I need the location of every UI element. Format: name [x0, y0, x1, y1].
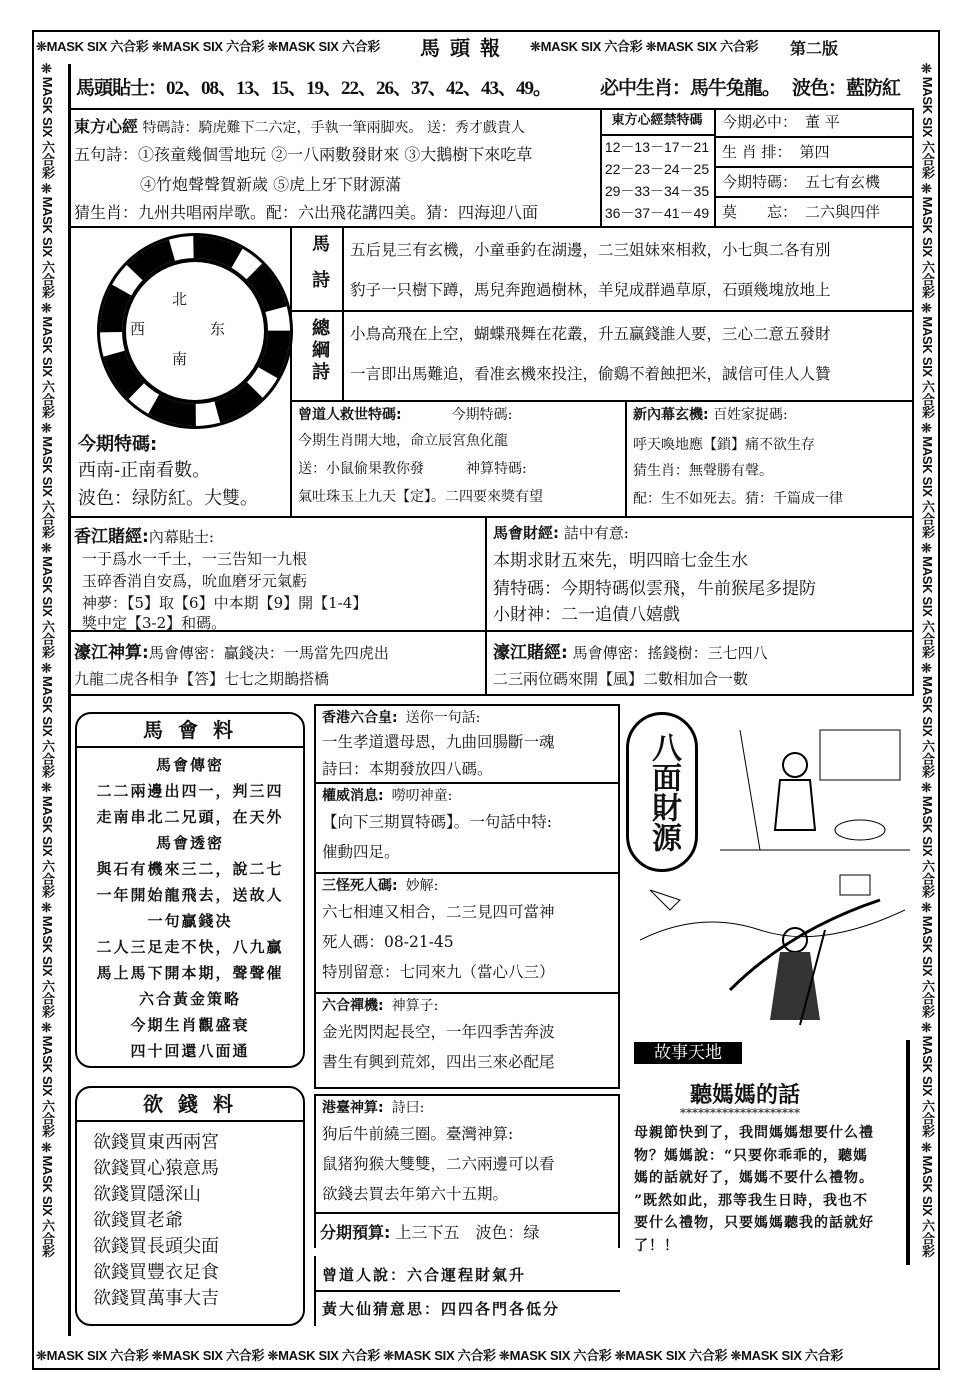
info-value: 五七有玄機 — [805, 173, 881, 191]
traveler-illustration — [640, 870, 905, 1030]
mahui-box — [75, 712, 305, 1068]
zeng-line-1: 今期生肖開大地，命立辰宮魚化龍 — [298, 433, 508, 449]
story-tag: 故事天地 — [634, 1042, 742, 1064]
mahui-line: 一年開始龍飛去，送故人 — [96, 886, 284, 904]
mid-section-line: 【向下三期買特碼】。一句話中特: — [322, 813, 552, 831]
main-poem-label: 總綱詩 — [309, 318, 330, 384]
xiangjiang-line-3: 神夢：【5】取【6】中本期【9】開【1-4】 — [82, 594, 368, 612]
five-line-2: ④竹炮聲聲賀新歲 ⑤虎上牙下財源滿 — [140, 175, 402, 194]
mahui-line: 與石有機來三二，說二七 — [96, 860, 284, 878]
east-poem: 特碼詩：騎虎難下二六定，手執一筆兩脚夾。 送：秀才戲貴人 — [142, 120, 525, 136]
mid-section-line: 催動四足。 — [322, 843, 400, 861]
tips-numbers-row — [76, 73, 551, 100]
special-line-1: 西南-正南看數。 — [78, 460, 211, 481]
zodiac-label: 必中生肖： — [600, 77, 691, 99]
mid-section-title: 權威消息: — [322, 788, 384, 804]
five-poem-row — [74, 142, 532, 165]
caijing-line-3: 小財神：二一追債八嬉戲 — [493, 605, 680, 625]
mahui-lines — [77, 748, 303, 1064]
story-line: 了！！ — [634, 1237, 679, 1254]
haojiang2-sub: 馬會傳密：搖錢樹：三七四八 — [572, 644, 768, 662]
mid-section-title: 港臺神算: — [322, 1100, 384, 1116]
zeng-title: 曾道人救世特碼: — [298, 407, 402, 423]
zodiac-value: 馬牛兔龍。 — [690, 77, 781, 99]
info-row — [716, 198, 914, 228]
mahui-line: 二人三足走不快，八九贏 — [96, 938, 284, 956]
mid-section-sub: 妙解: — [405, 878, 439, 894]
mid-section-line: 金光閃閃起長空，一年四季苦奔波 — [322, 1023, 555, 1041]
yuqian-box — [75, 1086, 305, 1326]
east-poem-row — [74, 114, 525, 137]
mid-section-line: 特別留意：七同來九（當心八三） — [322, 963, 555, 981]
compass-north: 北 — [172, 290, 188, 308]
mahui-line: 六合黃金策略 — [138, 990, 241, 1008]
yuqian-line: 欲錢買豐衣足食 — [93, 1262, 219, 1283]
guess-zodiac: 猜生肖：九州共唱兩岸歌。配：六出飛花講四美。猜：四海迎八面 — [74, 203, 539, 222]
story-line: 媽的話就好了，媽媽不要什么禮物。 — [634, 1170, 874, 1186]
bottom-banner-strip — [36, 1345, 843, 1364]
mid-section-line: 詩曰：本期發放四八碼。 — [322, 760, 493, 778]
strip-text: ❊MASK SIX 六合彩 ❊MASK SIX 六合彩 — [530, 39, 759, 54]
mahui-line: 一句贏錢决 — [147, 912, 233, 930]
forbid-row: 29－33－34－35 — [604, 183, 710, 199]
zeng-section — [298, 404, 512, 424]
info-value: 二六與四伴 — [805, 203, 881, 221]
story-line: ”既然如此，那等我生日時，我也不 — [634, 1192, 869, 1209]
horse-poem-label: 馬詩 — [309, 234, 330, 306]
xiangjiang-line-1: 一于爲水一千土，一三告知一九根 — [82, 550, 308, 568]
xiangjiang-line-4: 獎中定【3-2】和碼。 — [82, 614, 227, 632]
mid-section — [314, 994, 620, 1089]
info-label: 今期特碼： — [722, 173, 798, 191]
mid-section-title: 三怪死人碼: — [322, 878, 398, 894]
haojiang2-line-1: 二三兩位碼來開【風】二數相加合一數 — [493, 670, 749, 688]
story-text — [634, 1122, 874, 1257]
haojiang-sub: 馬會傳密：贏錢决：一馬當先四虎出 — [148, 644, 389, 662]
mid-section — [314, 784, 620, 874]
newspaper-title: 馬頭報 — [420, 36, 510, 60]
mid-section-line: 六七相連又相合，二三見四可當神 — [322, 903, 555, 921]
story-line: 要什么禮物，只要媽媽聽我的話就好 — [634, 1215, 874, 1231]
yuqian-line: 欲錢買萬事大吉 — [93, 1288, 219, 1309]
yuqian-title: 欲 錢 料 — [77, 1088, 303, 1122]
zeng-line-2: 送：小鼠偷果教你發 — [298, 461, 424, 477]
scholar-illustration — [720, 710, 910, 860]
top-banner-strip-middle — [530, 36, 758, 55]
mahui-line: 四十回還八面通 — [130, 1042, 250, 1060]
info-value: 董 平 — [805, 113, 840, 131]
horse-poem-line-1: 五后見三有玄機，小童垂釣在湖邊，二三姐妹來相救，小七與二各有別 — [350, 241, 831, 259]
forbid-row: 22－23－24－25 — [604, 161, 710, 177]
mid-section-line: 書生有興到荒郊，四出三來必配尾 — [322, 1053, 555, 1071]
top-banner-strip-left — [36, 36, 380, 55]
fenqi-value: 上三下五 波色：绿 — [395, 1223, 540, 1242]
caijing-line-2: 猜特碼：今期特碼似雲飛，牛前猴尾多提防 — [493, 579, 816, 599]
strip-text: ❊MASK SIX 六合彩 ❊MASK SIX 六合彩 ❊MASK SIX 六合彩 ❊MASK SIX 六合彩 ❊MASK SIX 六合彩 ❊MASK SIX 六合彩 ❊MASK SIX 六合彩 ❊MASK SIX 六合彩 ❊MASK SIX 六合彩 ❊MASK SIX 六合彩 — [40, 62, 55, 1258]
neimu-line-1: 呼天喚地應【鎖】痛不欲生存 — [633, 437, 815, 453]
mid-section-header — [322, 707, 612, 729]
caijing-title: 馬會財經: — [493, 524, 559, 542]
right-banner-strip — [918, 62, 937, 1257]
neimu-title: 新內幕玄機: — [633, 407, 709, 423]
color-row — [792, 73, 900, 100]
middle-column — [314, 704, 620, 1214]
mid-section-sub: 送你一句話: — [405, 710, 481, 726]
left-banner-strip — [38, 62, 57, 1257]
xiangjiang-sub: 內幕貼士: — [148, 528, 214, 546]
forbid-row: 36－37－41－49 — [604, 205, 710, 221]
mid-section — [314, 874, 620, 994]
mid-section-header — [322, 785, 612, 807]
xiangjiang-header — [74, 522, 214, 547]
forbid-row: 12－13－17－21 — [604, 139, 710, 155]
info-label: 今期必中： — [722, 113, 798, 131]
bamian-caiyuan-badge: 八面財源 — [626, 712, 698, 872]
zeng-sub: 今期特碼: — [451, 407, 513, 423]
info-row — [716, 108, 914, 138]
mid-section-sub: 嘮叨神童: — [391, 788, 453, 804]
mahui-line: 二二兩邊出四一，判三四 — [96, 782, 284, 800]
strip-text: ❊MASK SIX 六合彩 ❊MASK SIX 六合彩 ❊MASK SIX 六合彩 — [36, 39, 380, 54]
mid-section-line: 狗后牛前繞三圈。臺灣神算: — [322, 1125, 514, 1143]
info-label: 生 肖 排： — [722, 143, 792, 161]
zeng-line-2-row — [298, 458, 527, 478]
neimu-header — [633, 404, 788, 424]
mid-section-line: 欲錢去買去年第六十五期。 — [322, 1185, 509, 1203]
story-line: 母親節快到了，我問媽媽想要什么禮 — [634, 1125, 874, 1141]
yuqian-lines — [77, 1122, 303, 1312]
story-divider: ******************** — [680, 1106, 800, 1120]
yuqian-line: 欲錢買心猿意馬 — [93, 1158, 219, 1179]
mid-section-header — [322, 875, 612, 897]
yuqian-line: 欲錢買長頭尖面 — [93, 1236, 219, 1257]
mahui-line: 走南串北二兄頭，在天外 — [96, 808, 284, 826]
haojiang2-title: 濠江賭經: — [493, 643, 568, 663]
east-title: 東方心經 — [74, 117, 139, 136]
edition-label: 第二版 — [790, 39, 839, 58]
strip-text: ❊MASK SIX 六合彩 ❊MASK SIX 六合彩 ❊MASK SIX 六合彩 ❊MASK SIX 六合彩 ❊MASK SIX 六合彩 ❊MASK SIX 六合彩 ❊MASK SIX 六合彩 — [36, 1348, 843, 1363]
zeng-line-3: 氣吐珠玉上九天【定】。二四要來獎有望 — [298, 489, 543, 505]
zeng-sub-2: 神算特碼: — [466, 461, 527, 477]
mid-section-sub: 詩曰: — [391, 1100, 425, 1116]
info-table — [716, 108, 914, 228]
story-line: 物？媽媽說：“只要你乖乖的，聽媽 — [634, 1147, 869, 1164]
mid-section-title: 六合禪機: — [322, 998, 384, 1014]
mid-section-line: 死人碼：08-21-45 — [322, 933, 454, 951]
mid-section-header — [322, 995, 612, 1017]
color-value: 藍防紅 — [846, 77, 901, 99]
haojiang2-header — [493, 638, 768, 663]
info-row — [716, 138, 914, 168]
special-line-2: 波色：绿防紅。大雙。 — [78, 488, 258, 509]
horse-poem-line-2: 豹子一只樹下蹲，馬兒奔跑過樹林，羊兒成群過草原，石頭幾塊放地上 — [350, 281, 831, 299]
mahui-line: 今期生肖觀盛衰 — [130, 1016, 250, 1034]
haojiang-header — [74, 638, 389, 663]
tips-numbers: 02、08、13、15、19、22、26、37、42、43、49。 — [166, 78, 552, 99]
compass-south: 南 — [172, 350, 188, 368]
caijing-line-1: 本期求財五來先，明四暗七金生水 — [493, 551, 748, 571]
strip-text: ❊MASK SIX 六合彩 ❊MASK SIX 六合彩 ❊MASK SIX 六合彩 ❊MASK SIX 六合彩 ❊MASK SIX 六合彩 ❊MASK SIX 六合彩 ❊MASK SIX 六合彩 ❊MASK SIX 六合彩 ❊MASK SIX 六合彩 ❊MASK SIX 六合彩 — [920, 62, 935, 1258]
forbid-title: 東方心經禁特碼 — [600, 108, 714, 136]
main-poem-line-2: 一言即出馬難追，看准玄機來投注，偷鷄不着蝕把米，誠信可佳人人贊 — [350, 365, 831, 383]
haojiang-line-1: 九龍二虎各相争【答】七七之期鵲搭橋 — [74, 670, 330, 688]
mid-section — [314, 1094, 620, 1214]
info-label: 莫 忘： — [722, 203, 798, 221]
mid-section-line: 鼠猪狗猴大雙雙，二六兩邊可以看 — [322, 1155, 555, 1173]
yuqian-line: 欲錢買老爺 — [93, 1210, 183, 1231]
caijing-header — [493, 522, 629, 543]
five-label: 五句詩： — [74, 145, 139, 164]
mid-section-line: 一生孝道還母恩，九曲回腸斷一魂 — [322, 733, 555, 751]
forbid-table — [600, 108, 716, 228]
mid-section-header — [322, 1097, 612, 1119]
xiangjiang-title: 香江賭經: — [74, 527, 149, 547]
special-title: 今期特碼: — [78, 434, 158, 455]
caijing-sub: 詰中有意: — [563, 524, 629, 542]
forbid-list — [600, 136, 714, 224]
story-title: 聽媽媽的話 — [690, 1082, 801, 1108]
compass-east: 东 — [210, 320, 226, 338]
mid-section-title: 香港六合皇: — [322, 710, 398, 726]
color-label: 波色： — [792, 77, 847, 99]
main-poem-line-1: 小鳥高飛在上空，蝴蝶飛舞在花叢，升五贏錢誰人要，三心二意五發財 — [350, 325, 831, 343]
info-value: 第四 — [799, 143, 830, 161]
yuqian-line: 欲錢買東西兩宮 — [93, 1132, 219, 1153]
compass-wheel-icon — [100, 236, 290, 426]
info-row — [716, 168, 914, 198]
mahui-line: 馬上馬下開本期，聲聲催 — [96, 964, 284, 982]
neimu-line-2: 猜生肖：無聲勝有聲。 — [633, 463, 773, 479]
mahui-line: 馬會透密 — [155, 834, 224, 852]
fenqi-title: 分期預算: — [320, 1223, 391, 1242]
mid-section — [314, 704, 620, 784]
mahui-title: 馬 會 料 — [77, 714, 303, 748]
zeng-says: 曾道人說：六合運程財氣升 — [322, 1266, 527, 1284]
five-line-1: ①孩童幾個雪地玩 ②一八兩數發財來 ③大鵝樹下來吃草 — [138, 145, 533, 164]
fenqi-row — [320, 1220, 540, 1243]
compass-west: 西 — [130, 320, 146, 338]
haojiang-title: 濠江神算: — [74, 643, 149, 663]
yuqian-line: 欲錢買隱深山 — [93, 1184, 201, 1205]
mid-section-sub: 神算子: — [391, 998, 439, 1014]
neimu-sub: 百姓家捉碼: — [713, 407, 788, 423]
tips-label: 馬頭貼士： — [76, 78, 167, 99]
xiangjiang-line-2: 玉碎香消自安爲，吮血磨牙元氣虧 — [82, 572, 308, 590]
zodiac-row — [600, 73, 780, 100]
neimu-line-3: 配：生不如死去。猜：千篇成一律 — [633, 491, 843, 507]
mahui-line: 馬會傳密 — [155, 756, 224, 774]
huang-daxian: 黃大仙猜意思：四四各門各低分 — [322, 1300, 561, 1318]
